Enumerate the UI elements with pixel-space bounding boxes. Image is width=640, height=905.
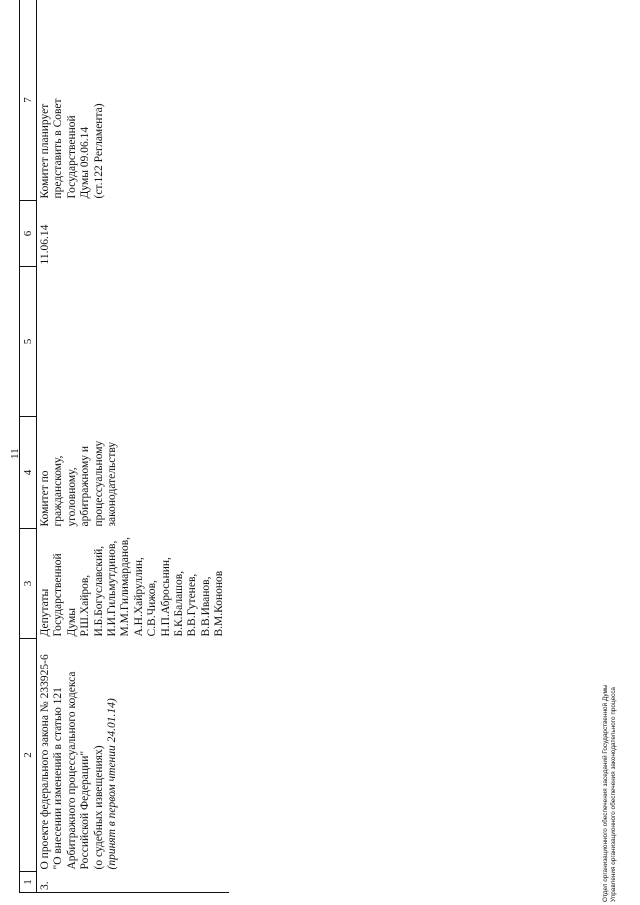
author-line: Р.Ш.Хайров, (79, 574, 92, 637)
committee-line: гражданскому, (52, 455, 65, 527)
author-line: А.Н.Хайруллин, (132, 557, 145, 637)
note-line: Комитет планирует (39, 103, 51, 199)
date-cell (37, 201, 229, 267)
column-header-3: 3 (20, 529, 37, 639)
author-line: В.М.Кононов (213, 570, 226, 637)
author-line: М.М.Гилимарданов, (119, 536, 132, 637)
author-line: И.Б.Богуславский, (92, 545, 105, 637)
author-line: С.В.Чижов, (146, 580, 159, 637)
column-header-5: 5 (20, 267, 37, 417)
row-number-cell (37, 872, 229, 893)
date-value: 11.06.14 (39, 224, 51, 265)
column-header-7: 7 (20, 0, 37, 201)
column-header-1: 1 (20, 872, 37, 893)
note-line: (ст.122 Регламента) (92, 103, 105, 199)
column-header-4: 4 (20, 417, 37, 529)
note-line: Думы 09.06.14 (79, 126, 92, 199)
table-row (37, 0, 229, 893)
bill-title-line: Российской Федерации" (79, 750, 92, 870)
author-line: Депутаты (39, 588, 51, 637)
footer-line: Управления организационного обеспечения законодательного процесса (610, 687, 617, 902)
column-number-row (20, 0, 37, 893)
bill-title-line: "О внесении изменений в статью 121 (52, 687, 65, 870)
committee-line: Комитет по (39, 470, 51, 527)
author-line: И.И.Гильмутдинов, (106, 540, 119, 637)
bill-title-line: О проекте федерального закона № 233925-6 (39, 654, 51, 870)
bill-title-line: Арбитражного процессуального кодекса (65, 671, 78, 870)
note-line: представить в Совет (52, 98, 65, 199)
bill-reading-note: (принят в первом чтении 24.01.14) (106, 698, 119, 870)
author-line: Н.П.Абросьнин, (159, 557, 172, 637)
bill-title-line: (о судебных извещениях) (92, 745, 105, 870)
column-header-6: 6 (20, 201, 37, 267)
committee-line: арбитражному и (79, 445, 92, 527)
row-number: 3. (39, 881, 51, 890)
note-cell (37, 0, 229, 201)
committee-line: законодательству (106, 441, 119, 527)
authors-cell (37, 529, 229, 639)
committee-line: процессуальному (92, 440, 105, 527)
author-line: Государственной (52, 553, 65, 637)
page-number: 11 (9, 448, 21, 459)
committee-cell (37, 417, 229, 529)
footer-line: Отдел организационного обеспечения заседаний Государственной Думы (602, 684, 609, 902)
author-line: В.В.Иванов, (199, 576, 212, 637)
note-line: Государственной (65, 115, 78, 199)
column-header-2: 2 (20, 639, 37, 872)
department-footer (602, 685, 618, 903)
column-5-cell (37, 267, 229, 417)
author-line: Б.К.Балашов, (173, 570, 186, 637)
agenda-table (19, 0, 229, 893)
bill-title-cell (37, 639, 229, 872)
author-line: В.В.Гутенев, (186, 573, 199, 637)
committee-line: уголовному, (65, 467, 78, 527)
author-line: Думы (65, 608, 78, 637)
